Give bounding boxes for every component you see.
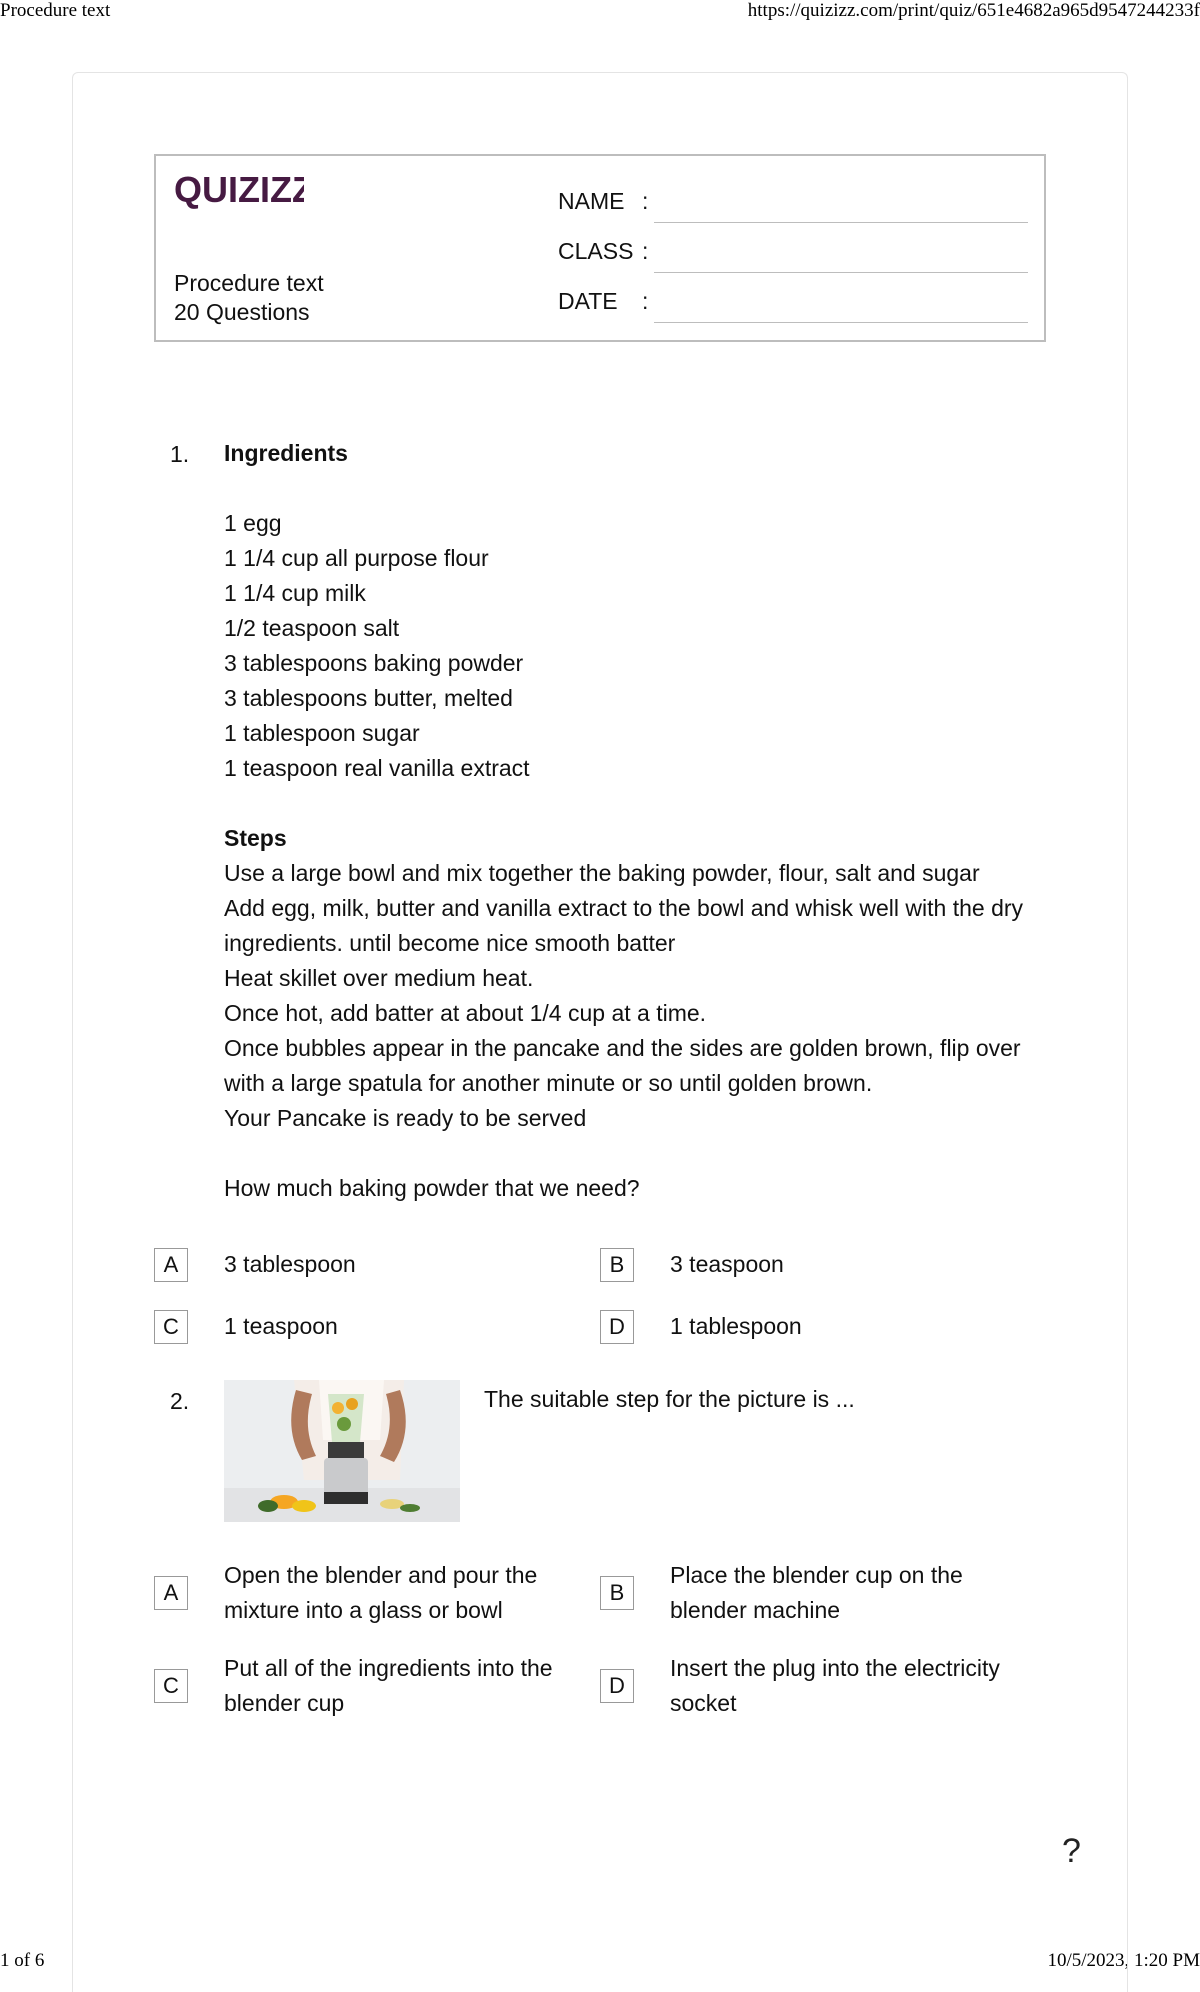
name-colon: : [642, 188, 649, 214]
blender-photo [224, 1380, 460, 1522]
q2-option-b-text[interactable] [670, 1558, 963, 1628]
q2-option-c-line: blender cup [224, 1690, 345, 1716]
question-count: 20 Questions [174, 299, 310, 325]
q1-option-b-text[interactable]: 3 teaspoon [670, 1251, 784, 1277]
step-line: Add egg, milk, butter and vanilla extract to the bowl and whisk well with the dry [224, 895, 1024, 921]
print-header [0, 0, 1200, 24]
name-field[interactable] [558, 178, 1028, 214]
print-header-title: Procedure text [0, 0, 111, 21]
question-1-prompt: How much baking powder that we need? [224, 1175, 640, 1201]
q1-option-b-letter[interactable]: B [600, 1248, 634, 1282]
date-colon: : [642, 288, 649, 314]
q2-option-d-line: socket [670, 1690, 737, 1716]
print-datetime: 10/5/2023, 1:20 PM [1047, 1950, 1200, 1971]
q2-option-a-text[interactable] [224, 1558, 537, 1628]
step-line: Once hot, add batter at about 1/4 cup at a time. [224, 1000, 707, 1026]
ingredient-item: 3 tablespoons butter, melted [224, 685, 513, 711]
question-2-prompt: The suitable step for the picture is ... [484, 1386, 855, 1412]
question-2-number: 2. [170, 1388, 190, 1414]
quiz-title: Procedure text [174, 270, 324, 296]
ingredient-item: 1 1/4 cup all purpose flour [224, 545, 489, 571]
ingredient-item: 3 tablespoons baking powder [224, 650, 524, 676]
ingredient-item: 1 1/4 cup milk [224, 580, 366, 606]
q1-option-d-letter[interactable]: D [600, 1310, 634, 1344]
ingredient-item: 1 tablespoon sugar [224, 720, 420, 746]
class-field[interactable] [558, 228, 1028, 264]
class-line[interactable] [654, 272, 1028, 273]
step-line: Once bubbles appear in the pancake and the sides are golden brown, flip over [224, 1035, 1021, 1061]
step-line: with a large spatula for another minute or so until golden brown. [224, 1070, 873, 1096]
step-line: Your Pancake is ready to be served [224, 1105, 587, 1131]
step-line: Use a large bowl and mix together the baking powder, flour, salt and sugar [224, 860, 980, 886]
quizizz-logo-graphic [174, 170, 304, 210]
page-number: 1 of 6 [0, 1950, 45, 1971]
q2-option-c-text[interactable] [224, 1651, 553, 1721]
q2-option-b-letter[interactable]: B [600, 1576, 634, 1610]
steps-heading: Steps [224, 825, 287, 851]
q1-option-a-text[interactable]: 3 tablespoon [224, 1251, 356, 1277]
name-label: NAME [558, 188, 625, 214]
step-line: Heat skillet over medium heat. [224, 965, 534, 991]
date-field[interactable] [558, 278, 1028, 314]
q1-option-a-letter[interactable]: A [154, 1248, 188, 1282]
question-1-number: 1. [170, 441, 190, 467]
q1-option-c-text[interactable]: 1 teaspoon [224, 1313, 338, 1339]
logo-wordmark: QUIZIZZ [174, 170, 304, 210]
q2-option-a-line: mixture into a glass or bowl [224, 1597, 503, 1623]
q2-option-c-line: Put all of the ingredients into the [224, 1655, 553, 1681]
class-colon: : [642, 238, 649, 264]
blender-photo-graphic [224, 1380, 460, 1522]
ingredient-item: 1 egg [224, 510, 282, 536]
ingredients-heading: Ingredients [224, 440, 348, 466]
q2-option-b-line: blender machine [670, 1597, 841, 1623]
class-label: CLASS [558, 238, 634, 264]
ingredient-item: 1 teaspoon real vanilla extract [224, 755, 530, 781]
question-mark-icon[interactable]: ? [1062, 1832, 1081, 1870]
name-line[interactable] [654, 222, 1028, 223]
q2-option-d-letter[interactable]: D [600, 1669, 634, 1703]
step-line: ingredients. until become nice smooth batter [224, 930, 676, 956]
q2-option-a-line: Open the blender and pour the [224, 1562, 538, 1588]
date-line[interactable] [654, 322, 1028, 323]
q2-option-d-text[interactable] [670, 1651, 1000, 1721]
worksheet-header [154, 154, 1046, 342]
q1-option-c-letter[interactable]: C [154, 1310, 188, 1344]
ingredient-item: 1/2 teaspoon salt [224, 615, 400, 641]
q2-option-b-line: Place the blender cup on the [670, 1562, 963, 1588]
date-label: DATE [558, 288, 618, 314]
q2-option-c-letter[interactable]: C [154, 1669, 188, 1703]
q1-option-d-text[interactable]: 1 tablespoon [670, 1313, 802, 1339]
quizizz-logo [174, 170, 304, 220]
q2-option-a-letter[interactable]: A [154, 1576, 188, 1610]
q2-option-d-line: Insert the plug into the electricity [670, 1655, 1000, 1681]
print-header-url: https://quizizz.com/print/quiz/651e4682a965d9547244233f [747, 0, 1200, 21]
